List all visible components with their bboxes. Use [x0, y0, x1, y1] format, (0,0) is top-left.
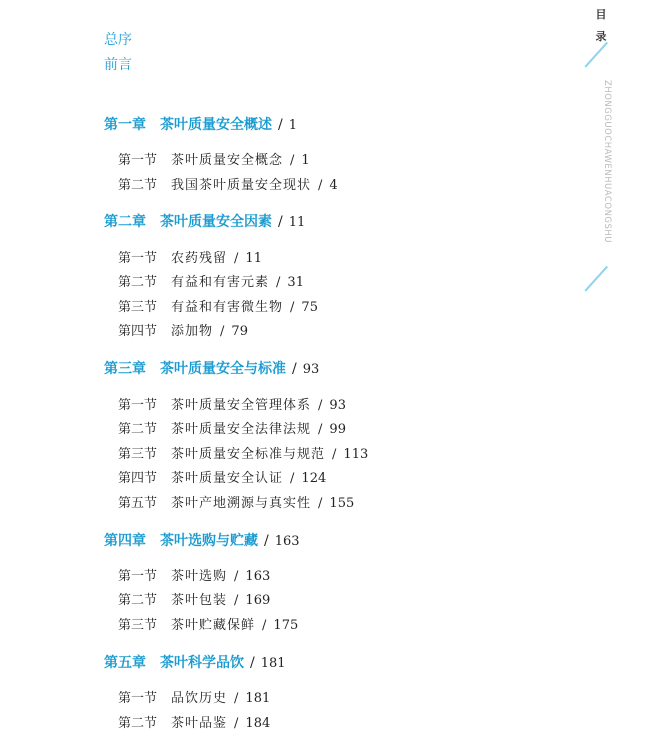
page-separator: /: [318, 178, 323, 193]
chapter-page: 181: [260, 656, 286, 671]
decorative-diagonal-line: [584, 266, 607, 292]
toc-section[interactable]: [118, 274, 304, 292]
page-separator: /: [234, 569, 239, 584]
chapter-page: 1: [288, 118, 297, 133]
section-title: 茶叶贮藏保鲜: [171, 618, 256, 633]
section-title: 有益和有害微生物: [171, 300, 284, 315]
toc-section[interactable]: [118, 446, 368, 464]
section-number: 第三节: [118, 618, 158, 633]
chapter-number: 第二章: [104, 214, 146, 230]
section-title: 添加物: [171, 324, 214, 339]
toc-section[interactable]: [118, 299, 318, 317]
toc-chapter-5[interactable]: [104, 653, 286, 674]
chapter-title: 茶叶质量安全与标准: [160, 361, 286, 377]
section-number: 第二节: [118, 716, 158, 731]
toc-section[interactable]: [118, 617, 298, 635]
chapter-title: 茶叶选购与贮藏: [160, 533, 258, 549]
chapter-number: 第五章: [104, 655, 146, 671]
section-title: 我国茶叶质量安全现状: [171, 178, 312, 193]
section-title: 茶叶包装: [171, 593, 228, 608]
toc-chapter-4[interactable]: [104, 531, 300, 552]
page-separator: /: [264, 533, 269, 549]
sidebar-title-char: 录: [595, 30, 607, 43]
section-page: 184: [245, 716, 271, 731]
section-page: 124: [301, 471, 327, 486]
section-title: 茶叶质量安全管理体系: [171, 398, 312, 413]
page-separator: /: [234, 716, 239, 731]
section-title: 有益和有害元素: [171, 275, 270, 290]
chapter-number: 第三章: [104, 361, 146, 377]
page-separator: /: [290, 153, 295, 168]
section-title: 茶叶产地溯源与真实性: [171, 496, 312, 511]
section-number: 第三节: [118, 300, 158, 315]
section-page: 93: [329, 398, 346, 413]
chapter-title: 茶叶科学品饮: [160, 655, 244, 671]
toc-section[interactable]: [118, 397, 346, 415]
section-page: 169: [245, 593, 271, 608]
toc-section[interactable]: [118, 323, 248, 341]
section-page: 113: [343, 447, 369, 462]
page-separator: /: [278, 214, 283, 230]
chapter-page: 93: [302, 362, 320, 377]
section-number: 第一节: [118, 398, 158, 413]
section-number: 第二节: [118, 178, 158, 193]
page-separator: /: [276, 275, 281, 290]
toc-chapter-2[interactable]: [104, 212, 305, 233]
toc-section[interactable]: [118, 250, 262, 268]
toc-section[interactable]: [118, 568, 270, 586]
section-title: 茶叶选购: [171, 569, 228, 584]
page-separator: /: [332, 447, 337, 462]
toc-preface[interactable]: 前言: [104, 57, 132, 73]
section-page: 75: [301, 300, 318, 315]
section-page: 4: [329, 178, 338, 193]
toc-section[interactable]: [118, 177, 338, 195]
section-page: 11: [245, 251, 262, 266]
toc-chapter-3[interactable]: [104, 359, 319, 380]
section-number: 第四节: [118, 471, 158, 486]
sidebar-title-char: 目: [595, 8, 607, 21]
section-number: 第二节: [118, 593, 158, 608]
toc-general-preface[interactable]: 总序: [104, 32, 132, 48]
toc-chapter-1[interactable]: [104, 115, 297, 136]
section-title: 茶叶质量安全法律法规: [171, 422, 312, 437]
page-separator: /: [318, 496, 323, 511]
section-page: 1: [301, 153, 310, 168]
page-separator: /: [234, 251, 239, 266]
section-number: 第一节: [118, 691, 158, 706]
page-separator: /: [318, 398, 323, 413]
page-separator: /: [318, 422, 323, 437]
section-number: 第一节: [118, 569, 158, 584]
page-separator: /: [292, 361, 297, 377]
chapter-title: 茶叶质量安全概述: [160, 117, 272, 133]
section-number: 第二节: [118, 422, 158, 437]
section-title: 茶叶质量安全认证: [171, 471, 284, 486]
section-page: 175: [273, 618, 299, 633]
toc-section[interactable]: [118, 495, 354, 513]
chapter-page: 163: [274, 534, 300, 549]
chapter-number: 第一章: [104, 117, 146, 133]
toc-section[interactable]: [118, 152, 310, 170]
toc-section[interactable]: [118, 690, 270, 708]
toc-section[interactable]: [118, 421, 346, 439]
toc-section[interactable]: [118, 470, 326, 488]
toc-section[interactable]: [118, 715, 270, 733]
section-page: 181: [245, 691, 271, 706]
toc-section[interactable]: [118, 592, 270, 610]
section-page: 99: [329, 422, 346, 437]
page-separator: /: [290, 300, 295, 315]
section-number: 第一节: [118, 153, 158, 168]
section-number: 第一节: [118, 251, 158, 266]
chapter-page: 11: [288, 215, 306, 230]
section-number: 第五节: [118, 496, 158, 511]
page-separator: /: [234, 691, 239, 706]
section-number: 第二节: [118, 275, 158, 290]
section-number: 第三节: [118, 447, 158, 462]
page-separator: /: [278, 117, 283, 133]
section-title: 品饮历史: [171, 691, 228, 706]
section-title: 茶叶品鉴: [171, 716, 228, 731]
page-separator: /: [262, 618, 267, 633]
section-title: 茶叶质量安全标准与规范: [171, 447, 326, 462]
section-title: 茶叶质量安全概念: [171, 153, 284, 168]
section-number: 第四节: [118, 324, 158, 339]
page-separator: /: [250, 655, 255, 671]
series-pinyin-text: ZHONGGUOCHAWENHUACONGSHU: [602, 80, 612, 244]
chapter-title: 茶叶质量安全因素: [160, 214, 272, 230]
section-page: 31: [287, 275, 304, 290]
page-separator: /: [234, 593, 239, 608]
section-page: 163: [245, 569, 271, 584]
section-page: 155: [329, 496, 355, 511]
page-separator: /: [290, 471, 295, 486]
section-title: 农药残留: [171, 251, 228, 266]
chapter-number: 第四章: [104, 533, 146, 549]
section-page: 79: [231, 324, 248, 339]
page-separator: /: [220, 324, 225, 339]
sidebar-decoration: [585, 0, 653, 300]
